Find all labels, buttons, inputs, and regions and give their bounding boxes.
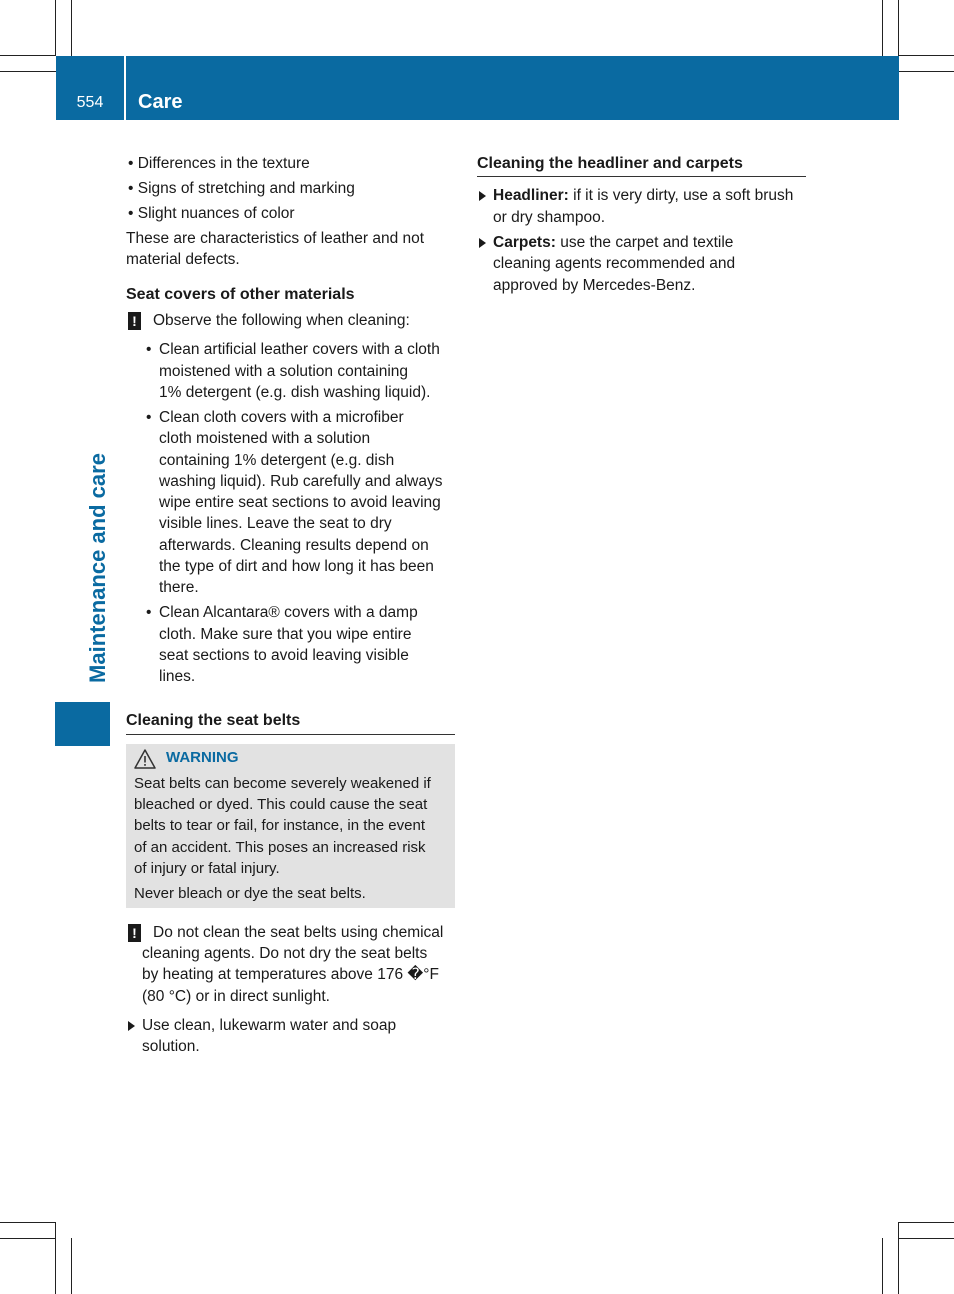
bullet-line: Clean artificial leather covers with a cloth bbox=[159, 341, 440, 358]
carpets-step-line: cleaning agents recommended and bbox=[493, 255, 736, 272]
warning-line: of injury or fatal injury. bbox=[134, 860, 280, 877]
note-line: cleaning agents. Do not dry the seat belts bbox=[142, 945, 428, 962]
headliner-step-line: or dry shampoo. bbox=[493, 209, 605, 226]
crop-mark bbox=[898, 0, 899, 56]
carpets-step: Carpets: use the carpet and textile bbox=[493, 234, 734, 251]
heading-rule bbox=[126, 734, 455, 735]
bullet-line: lines. bbox=[159, 668, 196, 685]
seat-covers-heading: Seat covers of other materials bbox=[126, 286, 355, 303]
seat-belts-heading: Cleaning the seat belts bbox=[126, 712, 301, 729]
warning-line: of an accident. This poses an increased risk bbox=[134, 839, 426, 856]
step-line: solution. bbox=[142, 1038, 200, 1055]
bullet-line: cloth. Make sure that you wipe entire bbox=[159, 626, 412, 643]
note-line: by heating at temperatures above 176 �°F bbox=[142, 966, 439, 983]
step-line: Use clean, lukewarm water and soap bbox=[142, 1017, 397, 1034]
bullet-line: visible lines. Leave the seat to dry bbox=[159, 515, 392, 532]
observe-note: Observe the following when cleaning: bbox=[153, 312, 410, 329]
bullet-line: the type of dirt and how long it has been bbox=[159, 558, 434, 575]
heading-rule bbox=[477, 176, 806, 177]
section-title: Care bbox=[138, 91, 183, 113]
bullet-line: Clean Alcantara® covers with a damp bbox=[159, 604, 418, 621]
list-item: • Differences in the texture bbox=[128, 155, 310, 172]
list-item: • Slight nuances of color bbox=[128, 205, 295, 222]
bullet-marker: • bbox=[146, 604, 152, 621]
warning-triangle-icon bbox=[134, 749, 156, 769]
arrow-right-icon bbox=[128, 1021, 135, 1031]
exclamation-icon: ! bbox=[128, 924, 141, 942]
headliner-step: Headliner: if it is very dirty, use a soft brush bbox=[493, 187, 794, 204]
crop-mark bbox=[71, 0, 72, 56]
warning-line: Seat belts can become severely weakened if bbox=[134, 775, 431, 792]
bullet-line: cloth moistened with a solution bbox=[159, 430, 371, 447]
carpets-step-line: approved by Mercedes-Benz. bbox=[493, 277, 696, 294]
crop-mark bbox=[898, 1222, 899, 1294]
crop-mark bbox=[899, 55, 954, 56]
bullet-line: 1% detergent (e.g. dish washing liquid). bbox=[159, 384, 431, 401]
crop-mark bbox=[0, 55, 56, 56]
warning-line: bleached or dyed. This could cause the seat bbox=[134, 796, 428, 813]
bullet-marker: • bbox=[146, 341, 152, 358]
bullet-line: Clean cloth covers with a microfiber bbox=[159, 409, 404, 426]
intro-line: These are characteristics of leather and not bbox=[126, 230, 425, 247]
crop-mark bbox=[0, 71, 56, 72]
crop-mark bbox=[882, 1238, 883, 1294]
crop-mark bbox=[55, 0, 56, 56]
crop-mark bbox=[71, 1238, 72, 1294]
list-item: • Signs of stretching and marking bbox=[128, 180, 355, 197]
bullet-line: afterwards. Cleaning results depend on bbox=[159, 537, 429, 554]
header-divider bbox=[124, 56, 126, 120]
arrow-right-icon bbox=[479, 238, 486, 248]
crop-mark bbox=[899, 1222, 954, 1223]
side-tab-label: Maintenance and care bbox=[85, 453, 110, 683]
intro-line: material defects. bbox=[126, 251, 240, 268]
bullet-line: washing liquid). Rub carefully and always bbox=[159, 473, 443, 490]
note-line: (80 °C) or in direct sunlight. bbox=[142, 988, 330, 1005]
crop-mark bbox=[55, 1222, 56, 1294]
crop-mark bbox=[899, 71, 954, 72]
bullet-line: seat sections to avoid leaving visible bbox=[159, 647, 409, 664]
bullet-line: moistened with a solution containing bbox=[159, 363, 409, 380]
side-tab-marker bbox=[55, 702, 110, 746]
crop-mark bbox=[0, 1238, 56, 1239]
bullet-marker: • bbox=[146, 409, 152, 426]
arrow-right-icon bbox=[479, 191, 486, 201]
warning-instruction: Never bleach or dye the seat belts. bbox=[134, 885, 366, 902]
note-line: Do not clean the seat belts using chemical bbox=[153, 924, 444, 941]
bullet-line: containing 1% detergent (e.g. dish bbox=[159, 452, 395, 469]
crop-mark bbox=[882, 0, 883, 56]
headliner-heading: Cleaning the headliner and carpets bbox=[477, 155, 743, 172]
warning-line: belts to tear or fail, for instance, in the event bbox=[134, 817, 425, 834]
bullet-line: there. bbox=[159, 579, 199, 596]
exclamation-icon: ! bbox=[128, 312, 141, 330]
crop-mark bbox=[0, 1222, 56, 1223]
crop-mark bbox=[899, 1238, 954, 1239]
page-number: 554 bbox=[76, 94, 104, 111]
bullet-line: wipe entire seat sections to avoid leaving bbox=[159, 494, 441, 511]
warning-title: WARNING bbox=[166, 749, 239, 766]
